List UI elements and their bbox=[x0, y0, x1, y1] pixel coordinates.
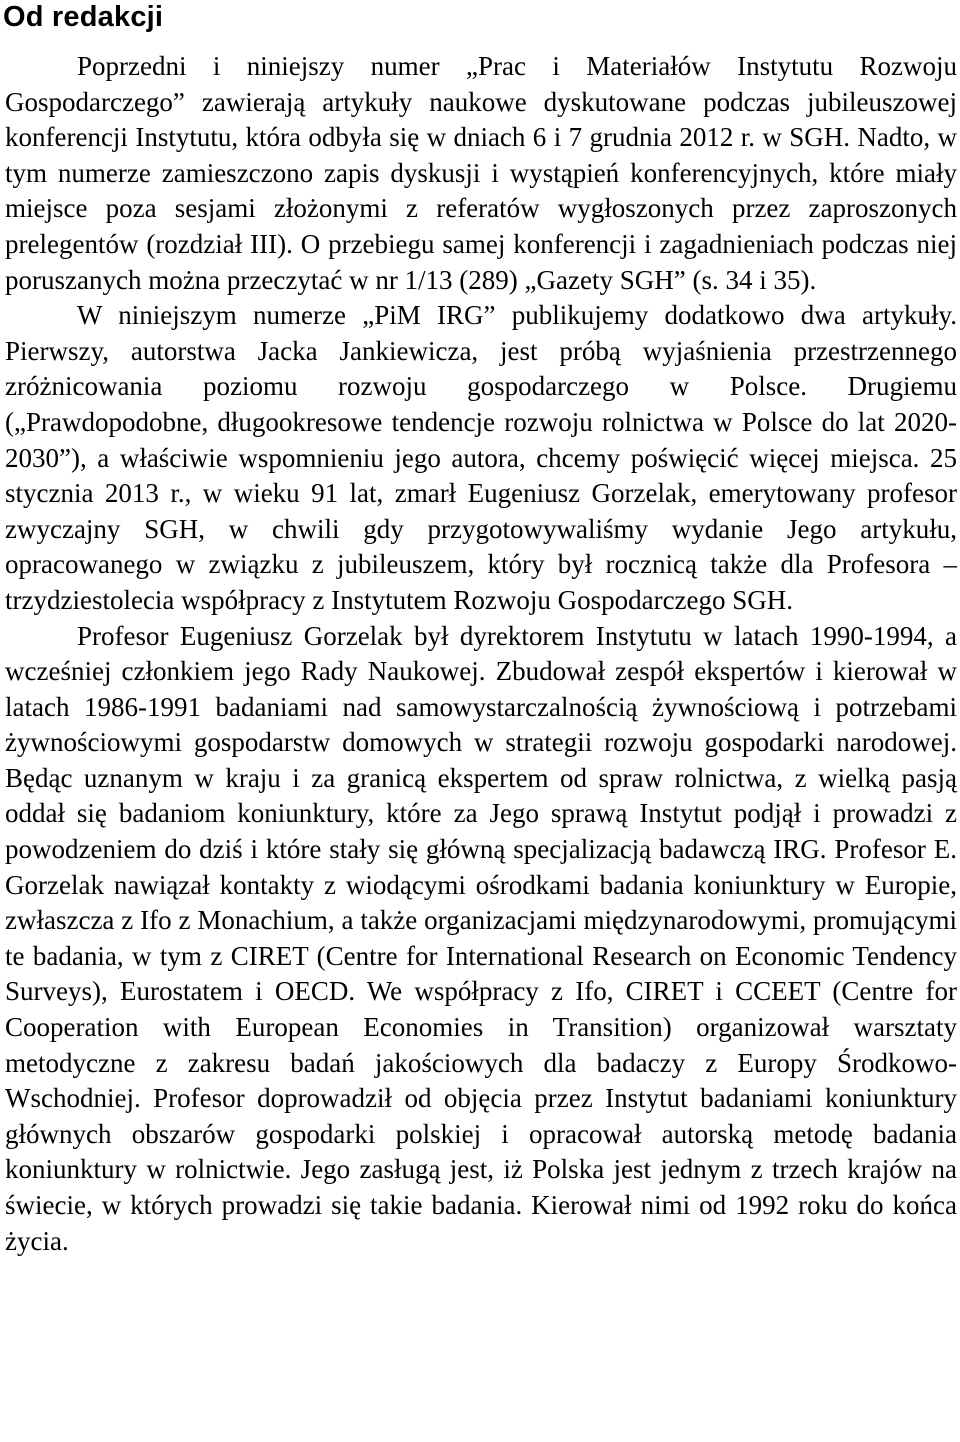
article-body bbox=[5, 49, 957, 1259]
section-heading: Od redakcji bbox=[3, 1, 164, 33]
paragraph-professor-gorzelak: Profesor Eugeniusz Gorzelak był dyrektorem Instytutu w latach 1990-1994, a wcześniej członkiem jego Rady Naukowej. Zbudował zespół ekspertów i kierował w latach 1986-1991 badaniami nad samowystarczalnością żywnościową i potrzebami żywnościowymi gospodarstw domowych w strategii rozwoju gospodarki narodowej. Będąc uznanym w kraju i za granicą ekspertem od spraw rolnictwa, z wielką pasją oddał się badaniom koniunktury, które za Jego sprawą Instytut podjął i prowadzi z powodzeniem do dziś i które stały się główną specjalizacją badawczą IRG. Profesor E. Gorzelak nawiązał kontakty z wiodącymi ośrodkami badania koniunktury w Europie, zwłaszcza z Ifo z Monachium, a także organizacjami międzynarodowymi, promującymi te badania, w tym z CIRET (Centre for International Research on Economic Tendency Surveys), Eurostatem i OECD. We współpracy z Ifo, CIRET i CCEET (Centre for Cooperation with European Economies in Transition) organizował warsztaty metodyczne z zakresu badań jakościowych dla badaczy z Europy Środkowo-Wschodniej. Profesor doprowadził od objęcia przez Instytut badaniami koniunktury głównych obszarów gospodarki polskiej i opracował autorską metodę badania koniunktury w rolnictwie. Jego zasługą jest, iż Polska jest jednym z trzech krajów na świecie, w których prowadzi się takie badania. Kierował nimi od 1992 roku do końca życia. bbox=[5, 620, 957, 1256]
paragraph-conference-intro: Poprzedni i niniejszy numer „Prac i Materiałów Instytutu Rozwoju Gospodarczego” zawierają artykuły naukowe dyskutowane podczas jubileuszowej konferencji Instytutu, która odbyła się w dniach 6 i 7 grudnia 2012 r. w SGH. Nadto, w tym numerze zamieszczono zapis dyskusji i wystąpień konferencyjnych, które miały miejsce poza sesjami złożonymi z referatów wygłoszonych przez zaproszonych prelegentów (rozdział III). O przebiegu samej konferencji i zagadnieniach podczas niej poruszanych można przeczytać w nr 1/13 (289) „Gazety SGH” (s. 34 i 35). bbox=[5, 51, 957, 295]
paragraph-additional-articles: W niniejszym numerze „PiM IRG” publikujemy dodatkowo dwa artykuły. Pierwszy, autorstwa Jacka Jankiewicza, jest próbą wyjaśnienia przestrzennego zróżnicowania poziomu rozwoju gospodarczego w Polsce. Drugiemu („Prawdopodobne, długookresowe tendencje rozwoju rolnictwa w Polsce do lat 2020-2030”), a właściwie wspomnieniu jego autora, chcemy poświęcić więcej miejsca. 25 stycznia 2013 r., w wieku 91 lat, zmarł Eugeniusz Gorzelak, emerytowany profesor zwyczajny SGH, w chwili gdy przygotowywaliśmy wydanie Jego artykułu, opracowanego w związku z jubileuszem, który był rocznicą także dla Profesora – trzydziestolecia współpracy z Instytutem Rozwoju Gospodarczego SGH. bbox=[5, 300, 957, 615]
